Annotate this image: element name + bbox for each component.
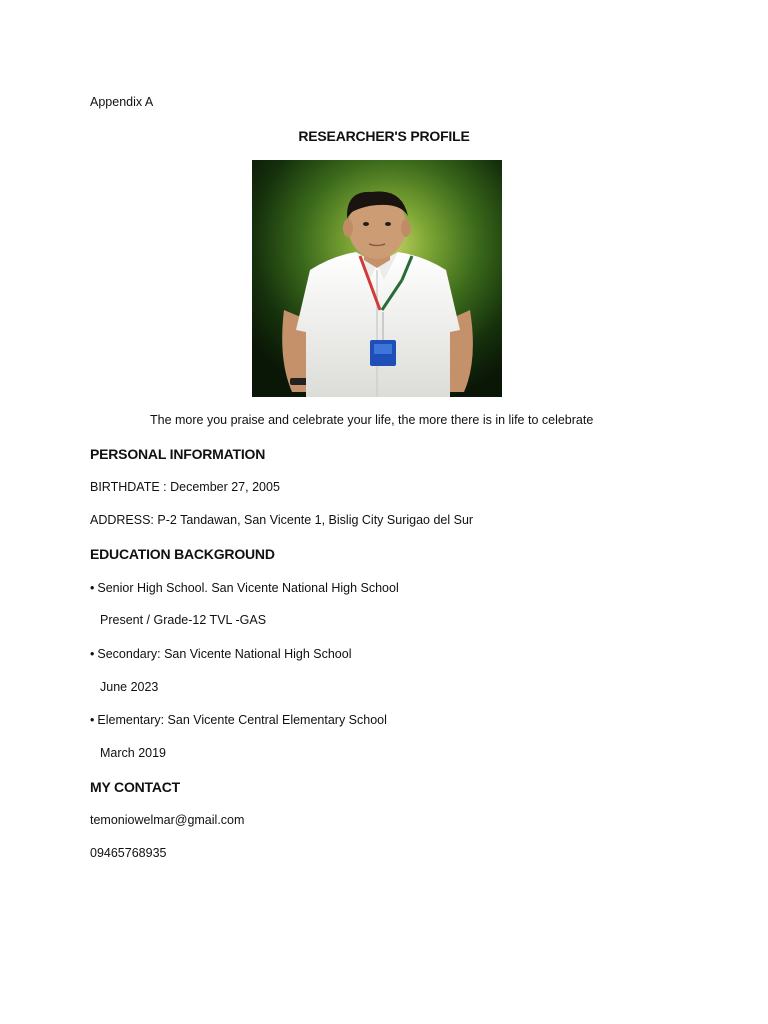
person-photo-icon bbox=[252, 160, 502, 397]
personal-info-heading: PERSONAL INFORMATION bbox=[90, 446, 266, 462]
education-item bbox=[90, 712, 387, 728]
education-item bbox=[90, 646, 352, 662]
education-item bbox=[90, 580, 399, 596]
education-detail: Present / Grade-12 TVL -GAS bbox=[100, 613, 267, 627]
contact-email: temoniowelmar@gmail.com bbox=[90, 813, 245, 827]
education-school: Senior High School. San Vicente National High School bbox=[97, 581, 399, 595]
birthdate-text: BIRTHDATE : December 27, 2005 bbox=[90, 480, 280, 494]
bullet-icon: • bbox=[90, 581, 95, 595]
bullet-icon: • bbox=[90, 713, 95, 727]
education-detail: June 2023 bbox=[100, 680, 159, 694]
bullet-icon: • bbox=[90, 647, 95, 661]
profile-quote: The more you praise and celebrate your life, the more there is in life to celebrate bbox=[150, 413, 594, 427]
contact-phone: 09465768935 bbox=[90, 846, 167, 860]
contact-email-row bbox=[90, 812, 244, 828]
appendix-label: Appendix A bbox=[90, 95, 154, 109]
education-school: Elementary: San Vicente Central Elementary School bbox=[97, 713, 387, 727]
education-heading: EDUCATION BACKGROUND bbox=[90, 546, 275, 562]
profile-photo bbox=[252, 160, 502, 397]
contact-heading: MY CONTACT bbox=[90, 779, 181, 795]
education-detail: March 2019 bbox=[100, 746, 167, 760]
page-title: RESEARCHER'S PROFILE bbox=[298, 128, 470, 144]
address-text: ADDRESS: P-2 Tandawan, San Vicente 1, Bislig City Surigao del Sur bbox=[90, 513, 474, 527]
education-school: Secondary: San Vicente National High School bbox=[97, 647, 352, 661]
contact-phone-row bbox=[90, 845, 166, 861]
